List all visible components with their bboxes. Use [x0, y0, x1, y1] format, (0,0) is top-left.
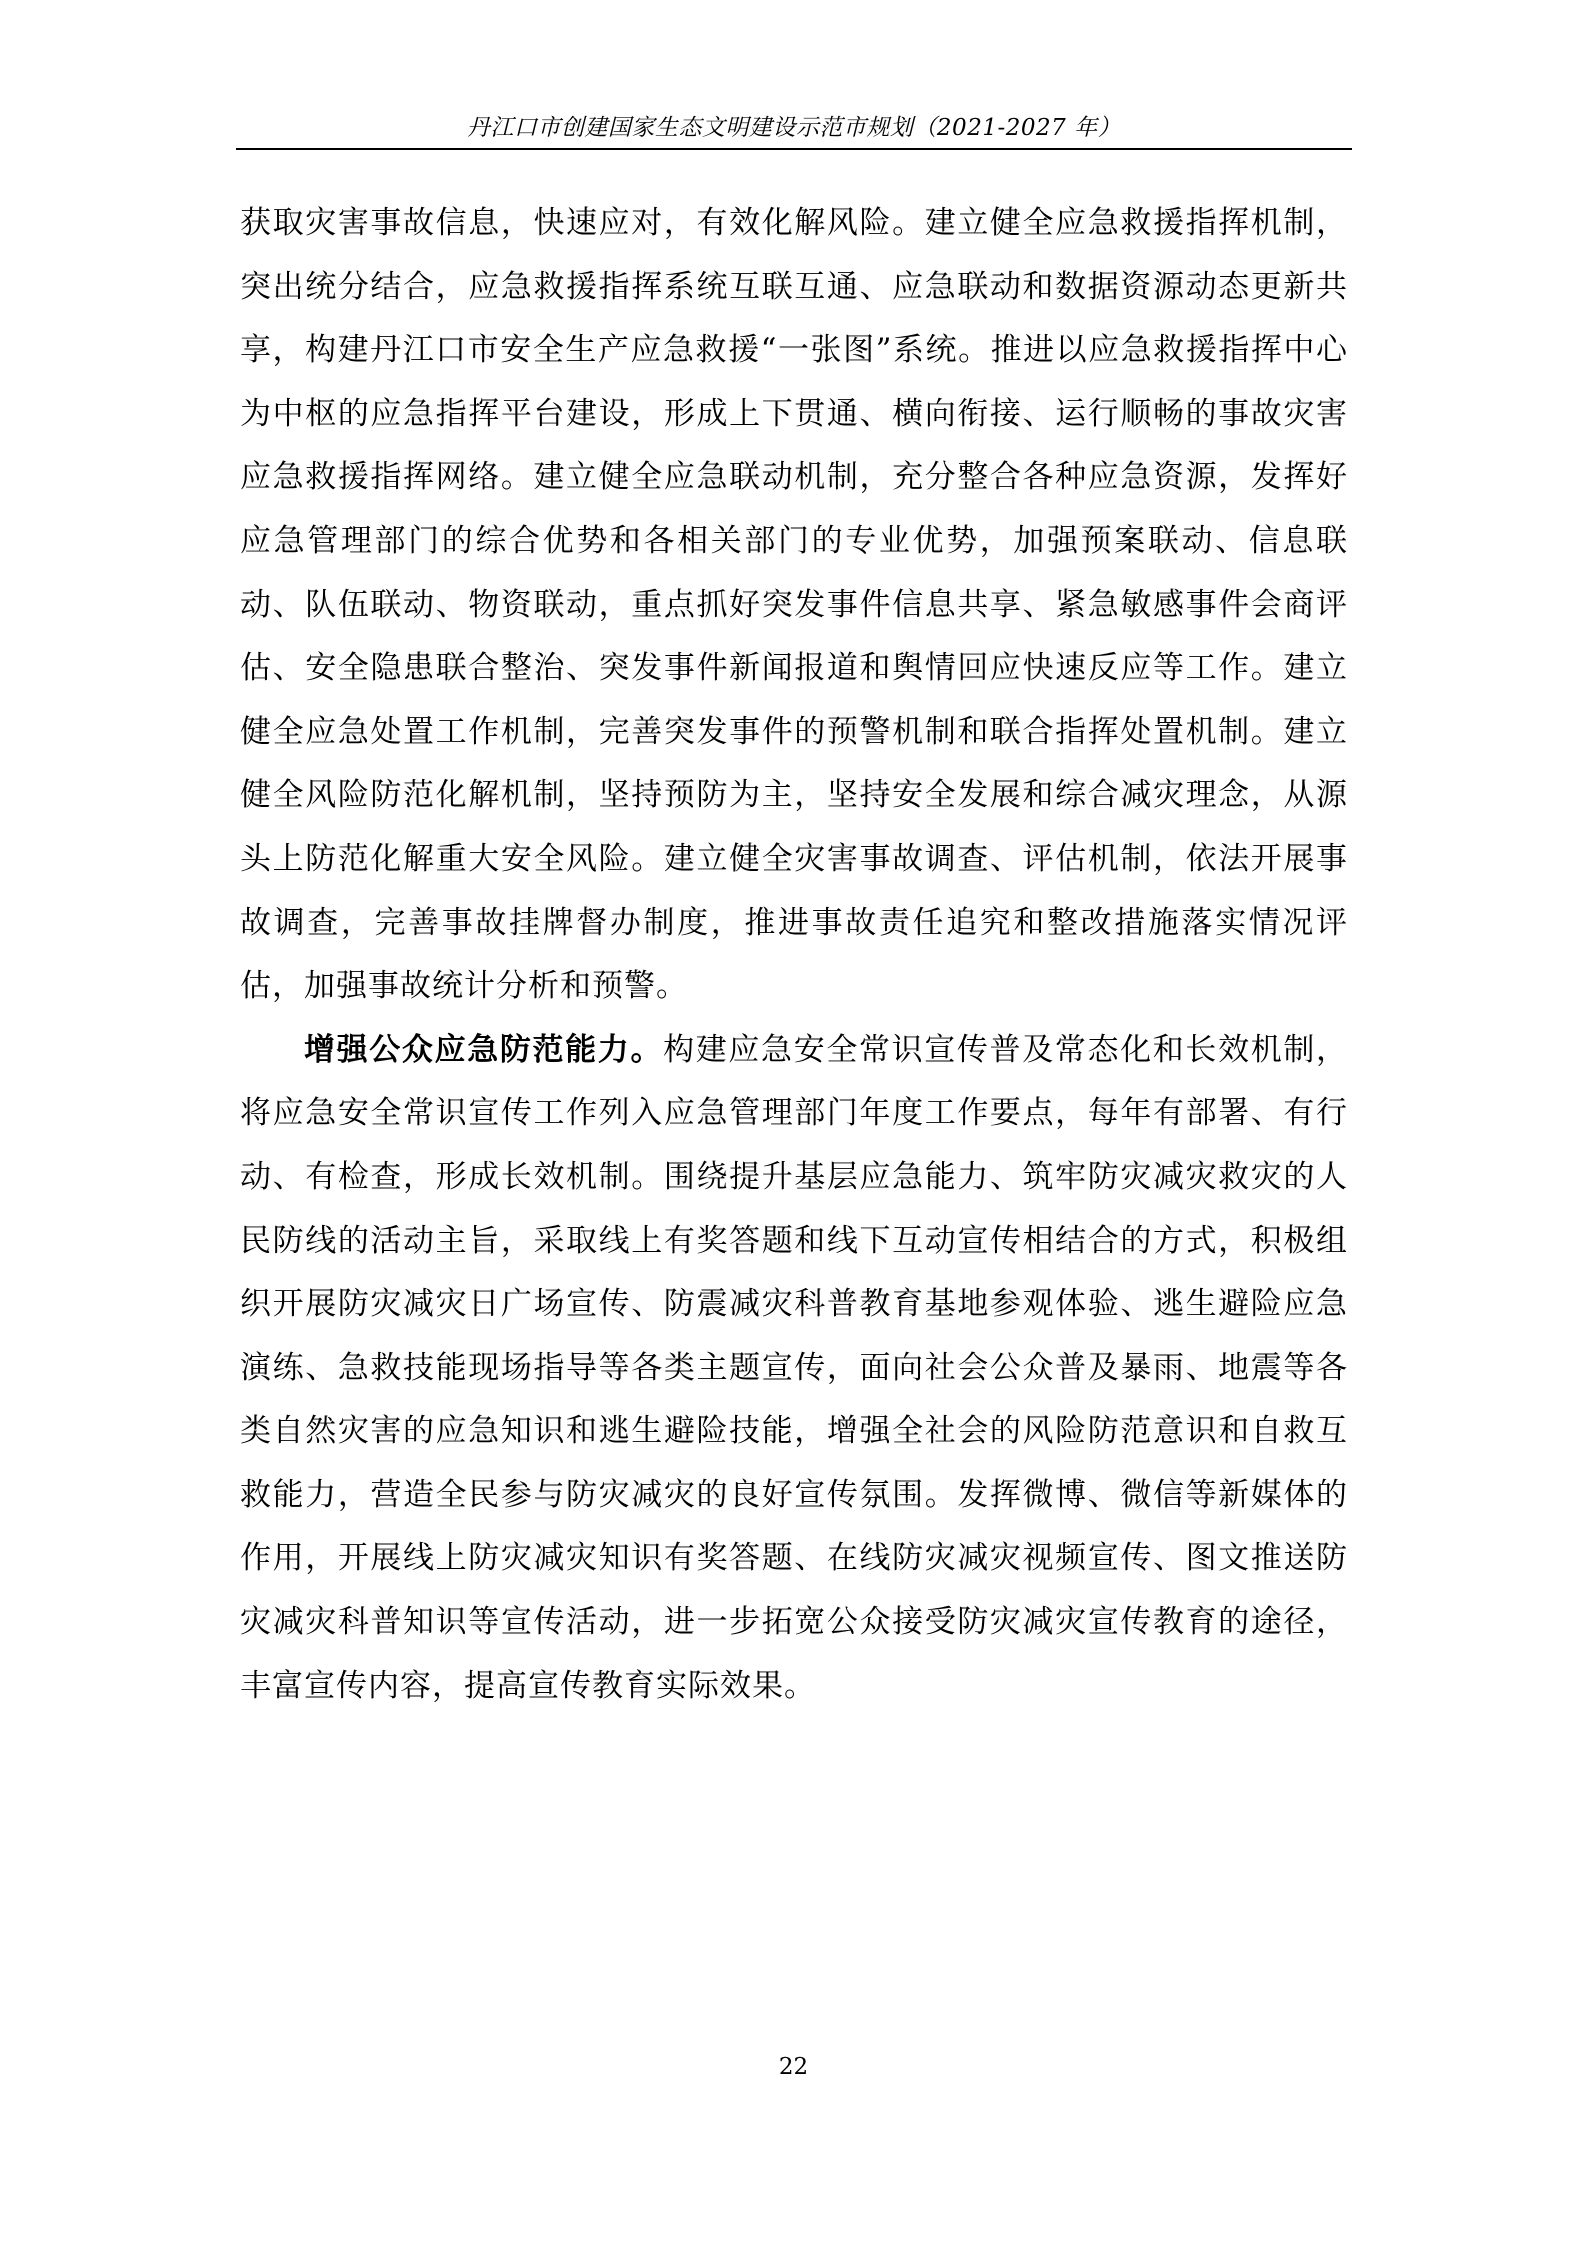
page-header — [236, 108, 1352, 150]
paragraph-1: 获取灾害事故信息，快速应对，有效化解风险。建立健全应急救援指挥机制，突出统分结合，应急救援指挥系统互联互通、应急联动和数据资源动态更新共享，构建丹江口市安全生产应急救援“一张图”系统。推进以应急救援指挥中心为中枢的应急指挥平台建设，形成上下贯通、横向衔接、运行顺畅的事故灾害应急救援指挥网络。建立健全应急联动机制，充分整合各种应急资源，发挥好应急管理部门的综合优势和各相关部门的专业优势，加强预案联动、信息联动、队伍联动、物资联动，重点抓好突发事件信息共享、紧急敏感事件会商评估、安全隐患联合整治、突发事件新闻报道和舆情回应快速反应等工作。建立健全应急处置工作机制，完善突发事件的预警机制和联合指挥处置机制。建立健全风险防范化解机制，坚持预防为主，坚持安全发展和综合减灾理念，从源头上防范化解重大安全风险。建立健全灾害事故调查、评估机制，依法开展事故调查，完善事故挂牌督办制度，推进事故责任追究和整改措施落实情况评估，加强事故统计分析和预警。 — [240, 205, 1348, 1005]
header-title: 丹江口市创建国家生态文明建设示范市规划（2021-2027 年） — [466, 115, 1122, 141]
paragraph-2-lead: 增强公众应急防范能力。 — [304, 1031, 664, 1068]
paragraph-2 — [240, 1019, 1348, 1719]
paragraph-2-text: 构建应急安全常识宣传普及常态化和长效机制，将应急安全常识宣传工作列入应急管理部门年度工作要点，每年有部署、有行动、有检查，形成长效机制。围绕提升基层应急能力、筑牢防灾减灾救灾的人民防线的活动主旨，采取线上有奖答题和线下互动宣传相结合的方式，积极组织开展防灾减灾日广场宣传、防震减灾科普教育基地参观体验、逃生避险应急演练、急救技能现场指导等各类主题宣传，面向社会公众普及暴雨、地震等各类自然灾害的应急知识和逃生避险技能，增强全社会的风险防范意识和自救互救能力，营造全民参与防灾减灾的良好宣传氛围。发挥微博、微信等新媒体的作用，开展线上防灾减灾知识有奖答题、在线防灾减灾视频宣传、图文推送防灾减灾科普知识等宣传活动，进一步拓宽公众接受防灾减灾宣传教育的途径，丰富宣传内容，提高宣传教育实际效果。 — [240, 1031, 1349, 1704]
document-body — [240, 192, 1348, 1718]
page-number: 22 — [778, 2054, 809, 2080]
